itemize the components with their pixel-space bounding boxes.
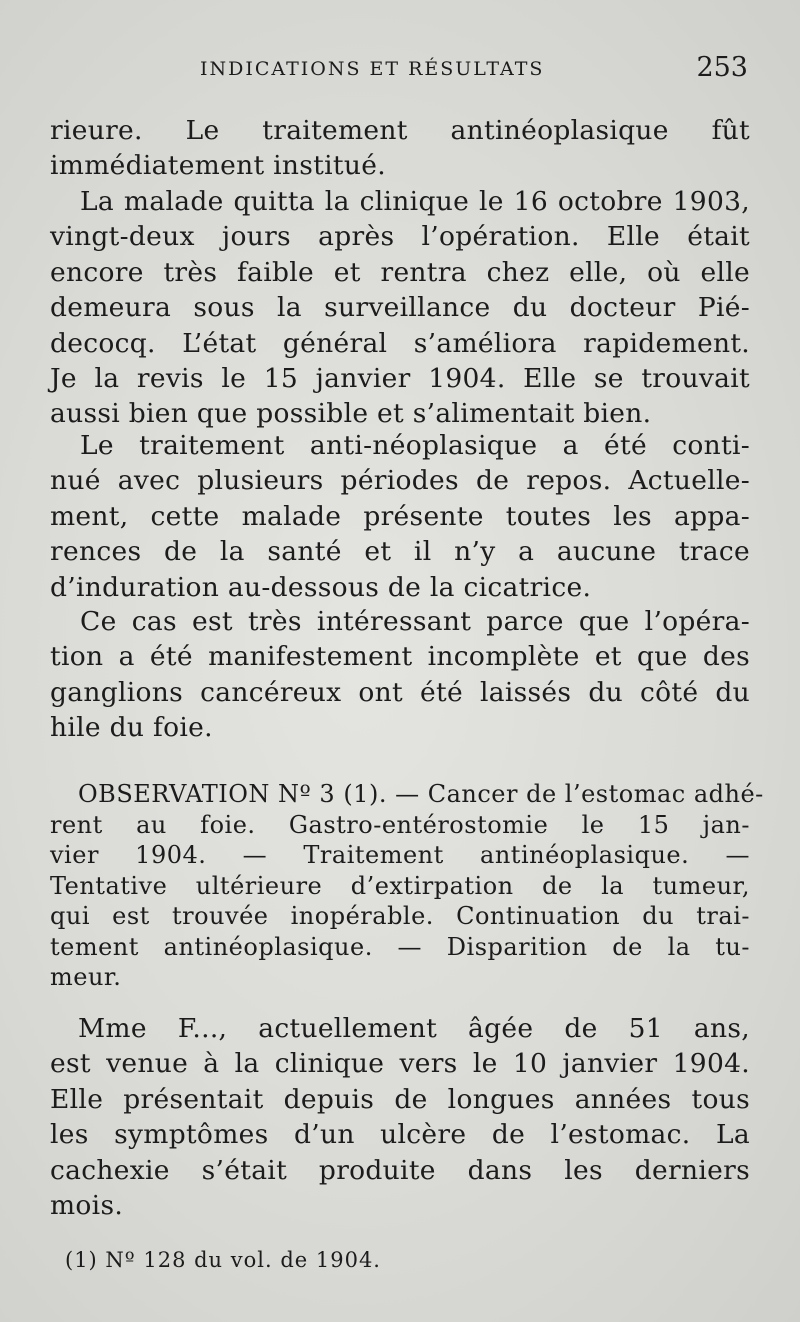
text-line: nué avec plusieurs périodes de repos. Actuelle- bbox=[50, 465, 750, 497]
text-line: La malade quitta la clinique le 16 octobre 1903, bbox=[80, 186, 750, 217]
page-number: 253 bbox=[696, 52, 748, 83]
text-line: ment, cette malade présente toutes les appa- bbox=[50, 500, 750, 532]
text-line: Le traitement anti-néoplasique a été conti- bbox=[80, 430, 750, 461]
text-line: mois. bbox=[50, 1189, 124, 1221]
text-line: d’induration au-dessous de la cicatrice. bbox=[50, 571, 592, 603]
running-title: INDICATIONS ET RÉSULTATS bbox=[200, 58, 545, 80]
text-line: aussi bien que possible et s’alimentait bien. bbox=[50, 398, 652, 430]
text-line: est venue à la clinique vers le 10 janvier 1904. bbox=[50, 1048, 750, 1080]
text-line: rences de la santé et il n’y a aucune trace bbox=[50, 536, 750, 568]
text-line: Je la revis le 15 janvier 1904. Elle se trouvait bbox=[50, 362, 750, 394]
text-line: les symptômes d’un ulcère de l’estomac. La bbox=[50, 1119, 750, 1151]
text-line: qui est trouvée inopérable. Continuation du trai- bbox=[50, 902, 750, 930]
text-line: Tentative ultérieure d’extirpation de la tumeur, bbox=[50, 871, 750, 900]
text-line: cachexie s’était produite dans les derniers bbox=[50, 1154, 750, 1186]
text-line: meur. bbox=[50, 963, 122, 991]
text-line: tement antinéoplasique. — Disparition de la tu- bbox=[50, 932, 750, 961]
text-line: rent au foie. Gastro-entérostomie le 15 jan- bbox=[50, 810, 750, 839]
text-line: decocq. L’état général s’améliora rapidement. bbox=[50, 327, 750, 359]
text-line: Mme F..., actuellement âgée de 51 ans, bbox=[78, 1013, 750, 1044]
text-line: ganglions cancéreux ont été laissés du côté du bbox=[50, 676, 750, 708]
text-line: Elle présentait depuis de longues années tous bbox=[50, 1083, 750, 1115]
paragraph-continuation bbox=[50, 113, 750, 184]
text-line: hile du foie. bbox=[50, 712, 213, 744]
text-line: demeura sous la surveillance du docteur Pié- bbox=[50, 292, 750, 324]
text-line: vingt-deux jours après l’opération. Elle était bbox=[50, 221, 750, 253]
text-line: immédiatement institué. bbox=[50, 150, 386, 182]
footnote: (1) Nº 128 du vol. de 1904. bbox=[65, 1248, 381, 1272]
text-line: vier 1904. — Traitement antinéoplasique. — bbox=[50, 841, 750, 869]
paragraph-treatment bbox=[50, 428, 750, 605]
text-line: rieure. Le traitement antinéoplasique fût bbox=[50, 115, 750, 146]
paragraph-case-interest bbox=[50, 604, 750, 746]
observation-summary bbox=[50, 779, 764, 993]
paragraph-discharge bbox=[50, 184, 750, 432]
observation-heading-line: OBSERVATION Nº 3 (1). — Cancer de l’estomac adhé- bbox=[78, 780, 764, 808]
text-line: Ce cas est très intéressant parce que l’opéra- bbox=[80, 606, 750, 637]
text-line: tion a été manifestement incomplète et que des bbox=[50, 641, 750, 673]
paragraph-patient bbox=[50, 1011, 750, 1223]
page-header bbox=[0, 52, 800, 88]
text-line: encore très faible et rentra chez elle, où elle bbox=[50, 256, 750, 288]
